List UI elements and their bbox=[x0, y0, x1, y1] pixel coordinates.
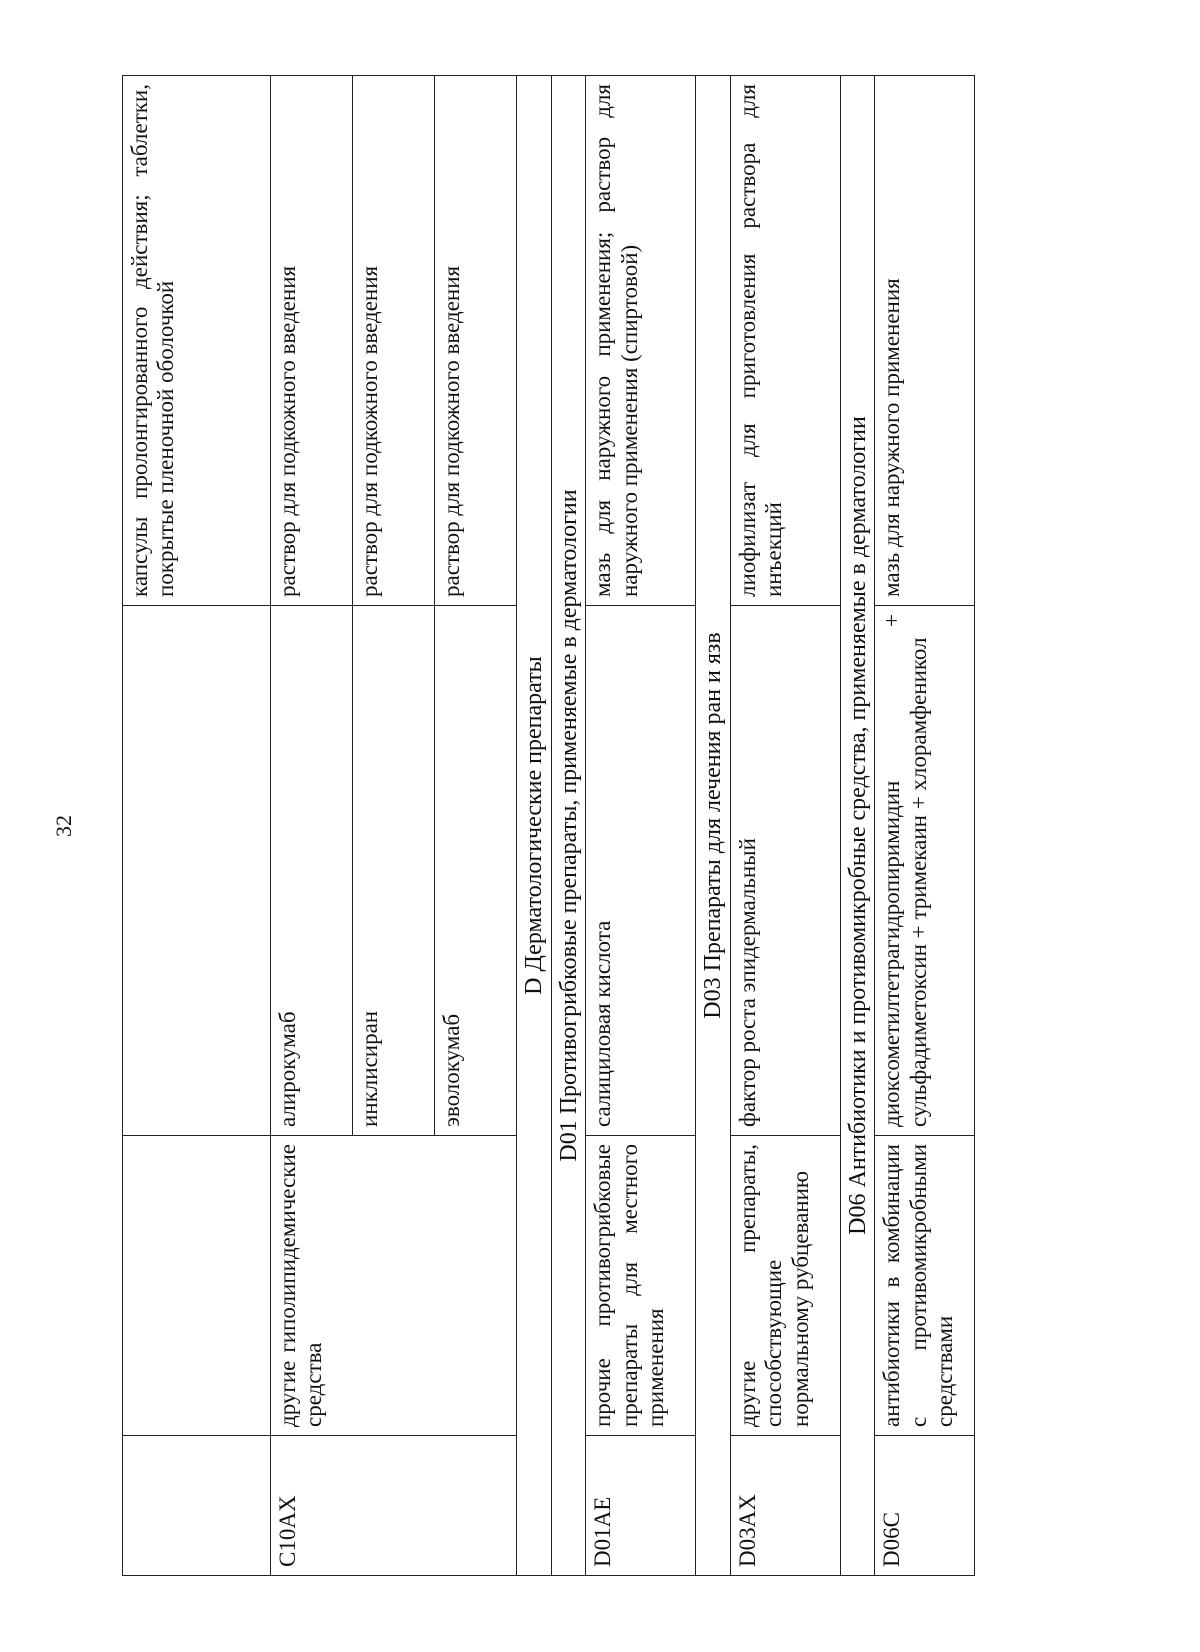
drug-cell: фактор роста эпидермальный bbox=[730, 606, 840, 1136]
group-cell: другие препараты, способствующие нормальному рубцеванию bbox=[730, 1136, 840, 1436]
group-cell: другие гиполипидемические средства bbox=[271, 1136, 517, 1436]
medicines-table bbox=[122, 75, 975, 1576]
form-cell: мазь для наружного применения; раствор для наружного применения (спиртовой) bbox=[586, 76, 696, 606]
code-cell: D01AE bbox=[586, 1436, 696, 1576]
form-cell: капсулы пролонгированного действия; таблетки, покрытые пленочной оболочкой bbox=[123, 76, 271, 606]
section-title: D03 Препараты для лечения ран и язв bbox=[696, 76, 731, 1576]
medicines-table-rotated bbox=[122, 76, 1200, 1576]
section-title: D Дерматологические препараты bbox=[517, 76, 552, 1576]
drug-cell: диоксометилтетрагидропиримидин + сульфадиметоксин + тримекаин + хлорамфеникол bbox=[875, 606, 975, 1136]
drug-cell: алирокумаб bbox=[271, 606, 353, 1136]
code-cell bbox=[123, 1436, 271, 1576]
code-cell: C10AX bbox=[271, 1436, 517, 1576]
group-cell: антибиотики в комбинации с противомикробными средствами bbox=[875, 1136, 975, 1436]
table-row bbox=[586, 76, 696, 1576]
table-row bbox=[730, 76, 840, 1576]
page-number: 32 bbox=[51, 815, 76, 837]
drug-cell: салициловая кислота bbox=[586, 606, 696, 1136]
drug-cell: эволокумаб bbox=[435, 606, 517, 1136]
table-row bbox=[271, 76, 353, 1576]
drug-cell: инклисиран bbox=[353, 606, 435, 1136]
code-cell: D06C bbox=[875, 1436, 975, 1576]
form-cell: мазь для наружного применения bbox=[875, 76, 975, 606]
form-cell: раствор для подкожного введения bbox=[435, 76, 517, 606]
group-cell: прочие противогрибковые препараты для местного применения bbox=[586, 1136, 696, 1436]
section-title: D01 Противогрибковые препараты, применяемые в дерматологии bbox=[551, 76, 586, 1576]
section-row bbox=[517, 76, 552, 1576]
form-cell: раствор для подкожного введения bbox=[271, 76, 353, 606]
code-cell: D03AX bbox=[730, 1436, 840, 1576]
table-row bbox=[123, 76, 271, 1576]
section-row bbox=[551, 76, 586, 1576]
table-row bbox=[875, 76, 975, 1576]
section-row bbox=[696, 76, 731, 1576]
section-title: D06 Антибиотики и противомикробные средства, применяемые в дерматологии bbox=[840, 76, 875, 1576]
group-cell bbox=[123, 1136, 271, 1436]
form-cell: лиофилизат для приготовления раствора для инъекций bbox=[730, 76, 840, 606]
form-cell: раствор для подкожного введения bbox=[353, 76, 435, 606]
section-row bbox=[840, 76, 875, 1576]
drug-cell bbox=[123, 606, 271, 1136]
